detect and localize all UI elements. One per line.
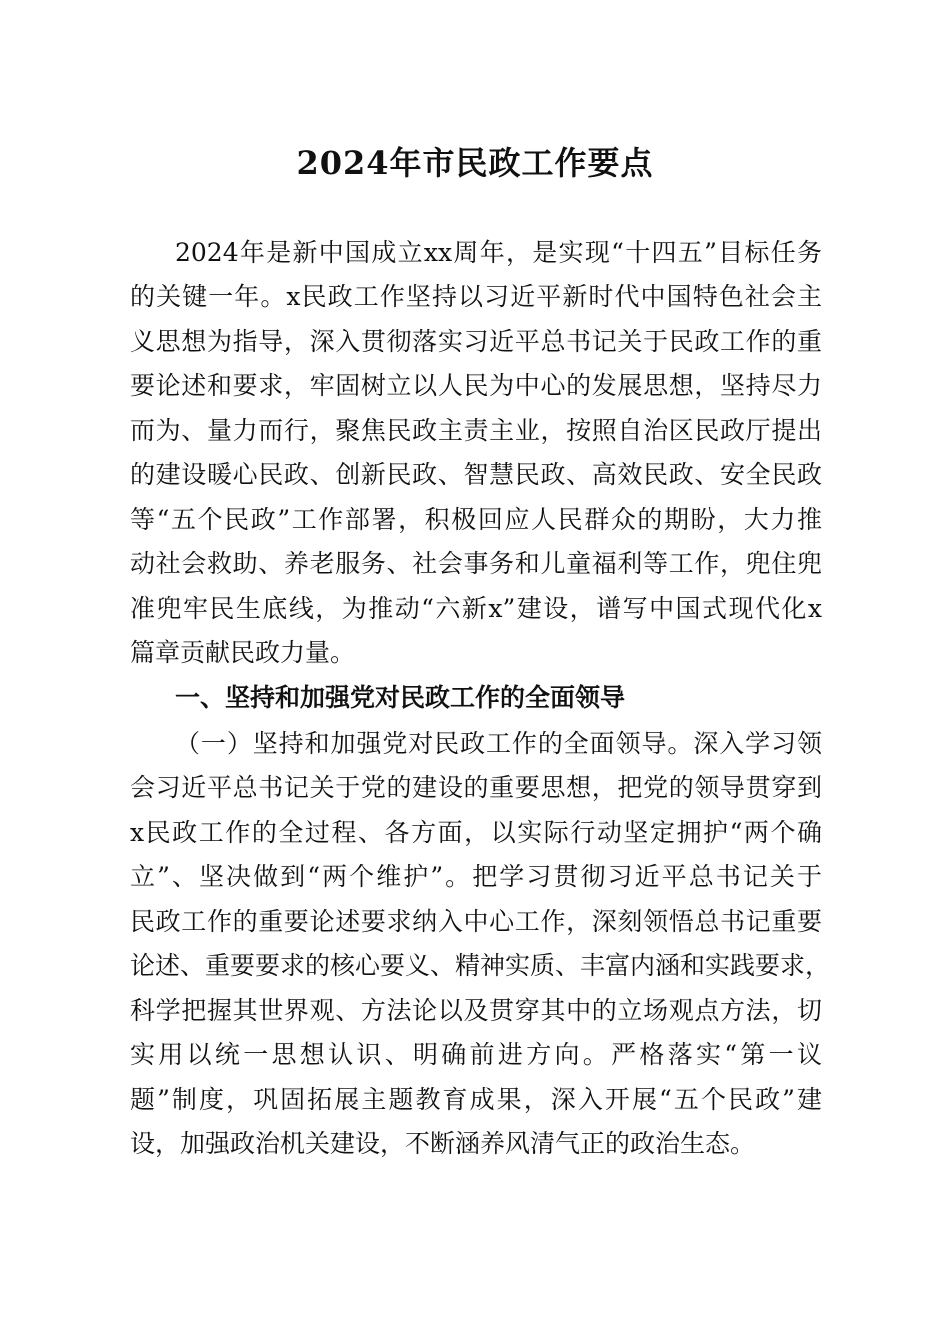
text-line: 民政工作的重要论述要求纳入中心工作，深刻领悟总书记重要 (130, 907, 822, 936)
text-line: x民政工作的全过程、各方面，以实际行动坚定拥护“两个确 (130, 818, 822, 847)
text-line: 论述、重要要求的核心要义、精神实质、丰富内涵和实践要求， (130, 951, 831, 980)
text-line: 篇章贡献民政力量。 (130, 638, 356, 667)
text-line: 设，加强政治机关建设，不断涵养风清气正的政治生态。 (130, 1129, 756, 1158)
document-title: 2024年市民政工作要点 (296, 144, 654, 182)
text-line: 的建设暖心民政、创新民政、智慧民政、高效民政、安全民政 (130, 460, 822, 489)
text-line: 等“五个民政”工作部署，积极回应人民群众的期盼，大力推 (130, 505, 822, 534)
text-line: 立”、坚决做到“两个维护”。把学习贯彻习近平总书记关于 (130, 862, 822, 891)
text-line: 实用以统一思想认识、明确前进方向。严格落实“第一议 (130, 1040, 822, 1069)
text-line: 2024年是新中国成立xx周年，是实现“十四五”目标任务 (175, 238, 822, 267)
text-line: 而为、量力而行，聚焦民政主责主业，按照自治区民政厅提出 (130, 416, 822, 445)
text-line: 准兜牢民生底线，为推动“六新x”建设，谱写中国式现代化x (130, 594, 822, 623)
text-line: 动社会救助、养老服务、社会事务和儿童福利等工作，兜住兜 (130, 549, 822, 578)
text-line: 科学把握其世界观、方法论以及贯穿其中的立场观点方法，切 (130, 996, 822, 1025)
text-line: 题”制度，巩固拓展主题教育成果，深入开展“五个民政”建 (130, 1085, 822, 1114)
text-line: 要论述和要求，牢固树立以人民为中心的发展思想，坚持尽力 (130, 371, 822, 400)
text-line: 义思想为指导，深入贯彻落实习近平总书记关于民政工作的重 (130, 327, 822, 356)
text-line: （一）坚持和加强党对民政工作的全面领导。深入学习领 (175, 729, 822, 758)
text-line: 的关键一年。x民政工作坚持以习近平新时代中国特色社会主 (130, 282, 822, 311)
section-heading: 一、坚持和加强党对民政工作的全面领导 (175, 683, 626, 712)
text-line: 会习近平总书记关于党的建设的重要思想，把党的领导贯穿到 (130, 773, 822, 802)
